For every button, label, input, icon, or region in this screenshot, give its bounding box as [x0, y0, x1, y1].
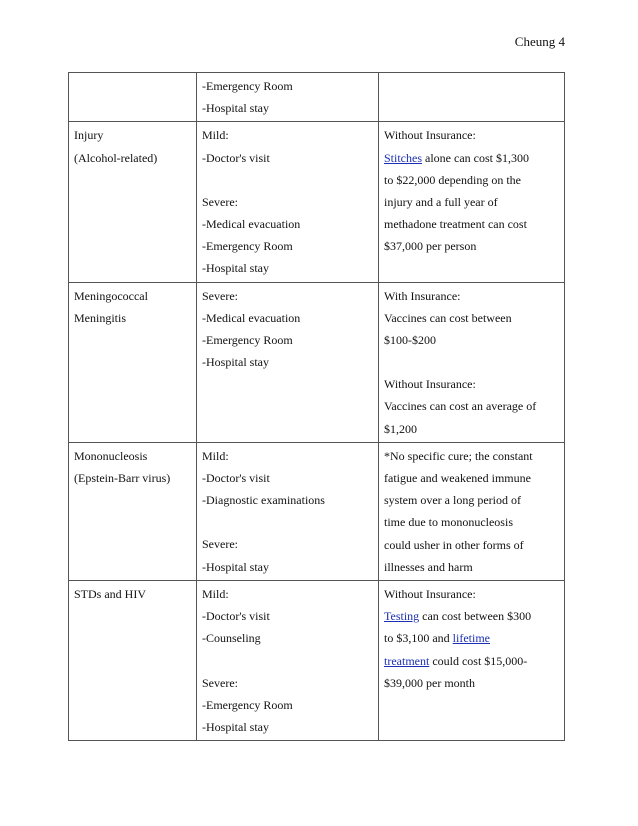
care-line: Mild:	[202, 128, 229, 143]
cost-table	[68, 72, 565, 741]
care-line: -Medical evacuation	[202, 310, 301, 325]
care-line: -Doctor's visit	[202, 150, 270, 165]
condition-cell	[69, 122, 197, 282]
cost-line: Vaccines can cost between	[384, 310, 512, 325]
cost-cell	[379, 122, 565, 282]
care-cell	[197, 73, 379, 122]
care-line: Severe:	[202, 194, 238, 209]
cost-line: illnesses and harm	[384, 559, 473, 574]
care-line: -Hospital stay	[202, 720, 269, 735]
testing-link[interactable]: Testing	[384, 609, 420, 624]
care-line: -Hospital stay	[202, 261, 269, 276]
condition-name: Injury	[74, 128, 104, 143]
cost-line	[384, 627, 560, 649]
cost-cell	[379, 442, 565, 580]
table-row	[69, 282, 565, 442]
care-line: Severe:	[202, 675, 238, 690]
care-cell	[197, 581, 379, 741]
cost-line: Without Insurance:	[384, 587, 476, 602]
cost-line: Without Insurance:	[384, 377, 476, 392]
care-line: -Emergency Room	[202, 697, 293, 712]
page-header: Cheung 4	[514, 34, 565, 49]
care-line: -Doctor's visit	[202, 471, 270, 486]
stitches-link[interactable]: Stitches	[384, 150, 422, 165]
condition-cell	[69, 442, 197, 580]
care-line: -Hospital stay	[202, 355, 269, 370]
condition-cell	[69, 73, 197, 122]
cost-line: $100-$200	[384, 333, 436, 348]
cost-cell	[379, 73, 565, 122]
care-line: -Counseling	[202, 631, 261, 646]
care-cell	[197, 122, 379, 282]
care-line: Severe:	[202, 288, 238, 303]
cost-line: $1,200	[384, 421, 417, 436]
condition-subname: (Alcohol-related)	[74, 150, 158, 165]
care-cell	[197, 442, 379, 580]
cost-cell	[379, 581, 565, 741]
condition-cell	[69, 282, 197, 442]
cost-line	[384, 147, 560, 169]
care-line: -Hospital stay	[202, 101, 269, 116]
cost-text: can cost between $300	[419, 609, 532, 624]
condition-name: STDs and HIV	[74, 587, 146, 602]
cost-line: $37,000 per person	[384, 239, 477, 254]
cost-line: With Insurance:	[384, 288, 461, 303]
cost-text: alone can cost $1,300	[422, 150, 529, 165]
cost-text: to $3,100 and	[384, 631, 453, 646]
cost-line: $39,000 per month	[384, 675, 475, 690]
care-line: -Emergency Room	[202, 79, 293, 93]
cost-line: to $22,000 depending on the	[384, 172, 521, 187]
care-line: -Emergency Room	[202, 333, 293, 348]
condition-name: Mononucleosis	[74, 448, 148, 463]
table-row	[69, 73, 565, 122]
condition-subname: Meningitis	[74, 310, 127, 325]
care-line: -Medical evacuation	[202, 217, 301, 232]
cost-line: *No specific cure; the constant	[384, 448, 533, 463]
care-line: Mild:	[202, 448, 229, 463]
cost-cell	[379, 282, 565, 442]
table-row	[69, 581, 565, 741]
cost-line: system over a long period of	[384, 493, 521, 508]
treatment-link[interactable]: treatment	[384, 653, 430, 668]
cost-line	[384, 605, 560, 627]
care-line: -Hospital stay	[202, 559, 269, 574]
care-line: Mild:	[202, 587, 229, 602]
care-line: -Diagnostic examinations	[202, 493, 325, 508]
cost-line: Vaccines can cost an average of	[384, 399, 537, 414]
cost-line: Without Insurance:	[384, 128, 476, 143]
care-line: -Doctor's visit	[202, 609, 270, 624]
care-line: Severe:	[202, 537, 238, 552]
lifetime-link[interactable]: lifetime	[452, 631, 490, 646]
cost-line: could usher in other forms of	[384, 537, 524, 552]
cost-line: methadone treatment can cost	[384, 217, 527, 232]
care-line: -Emergency Room	[202, 239, 293, 254]
cost-text: could cost $15,000-	[429, 653, 528, 668]
table-row	[69, 122, 565, 282]
condition-subname: (Epstein-Barr virus)	[74, 471, 171, 486]
cost-line: injury and a full year of	[384, 195, 498, 210]
cost-line: fatigue and weakened immune	[384, 471, 531, 486]
cost-line: time due to mononucleosis	[384, 515, 513, 530]
cost-line	[384, 650, 560, 672]
table-row	[69, 442, 565, 580]
condition-cell	[69, 581, 197, 741]
condition-name: Meningococcal	[74, 288, 148, 303]
care-cell	[197, 282, 379, 442]
